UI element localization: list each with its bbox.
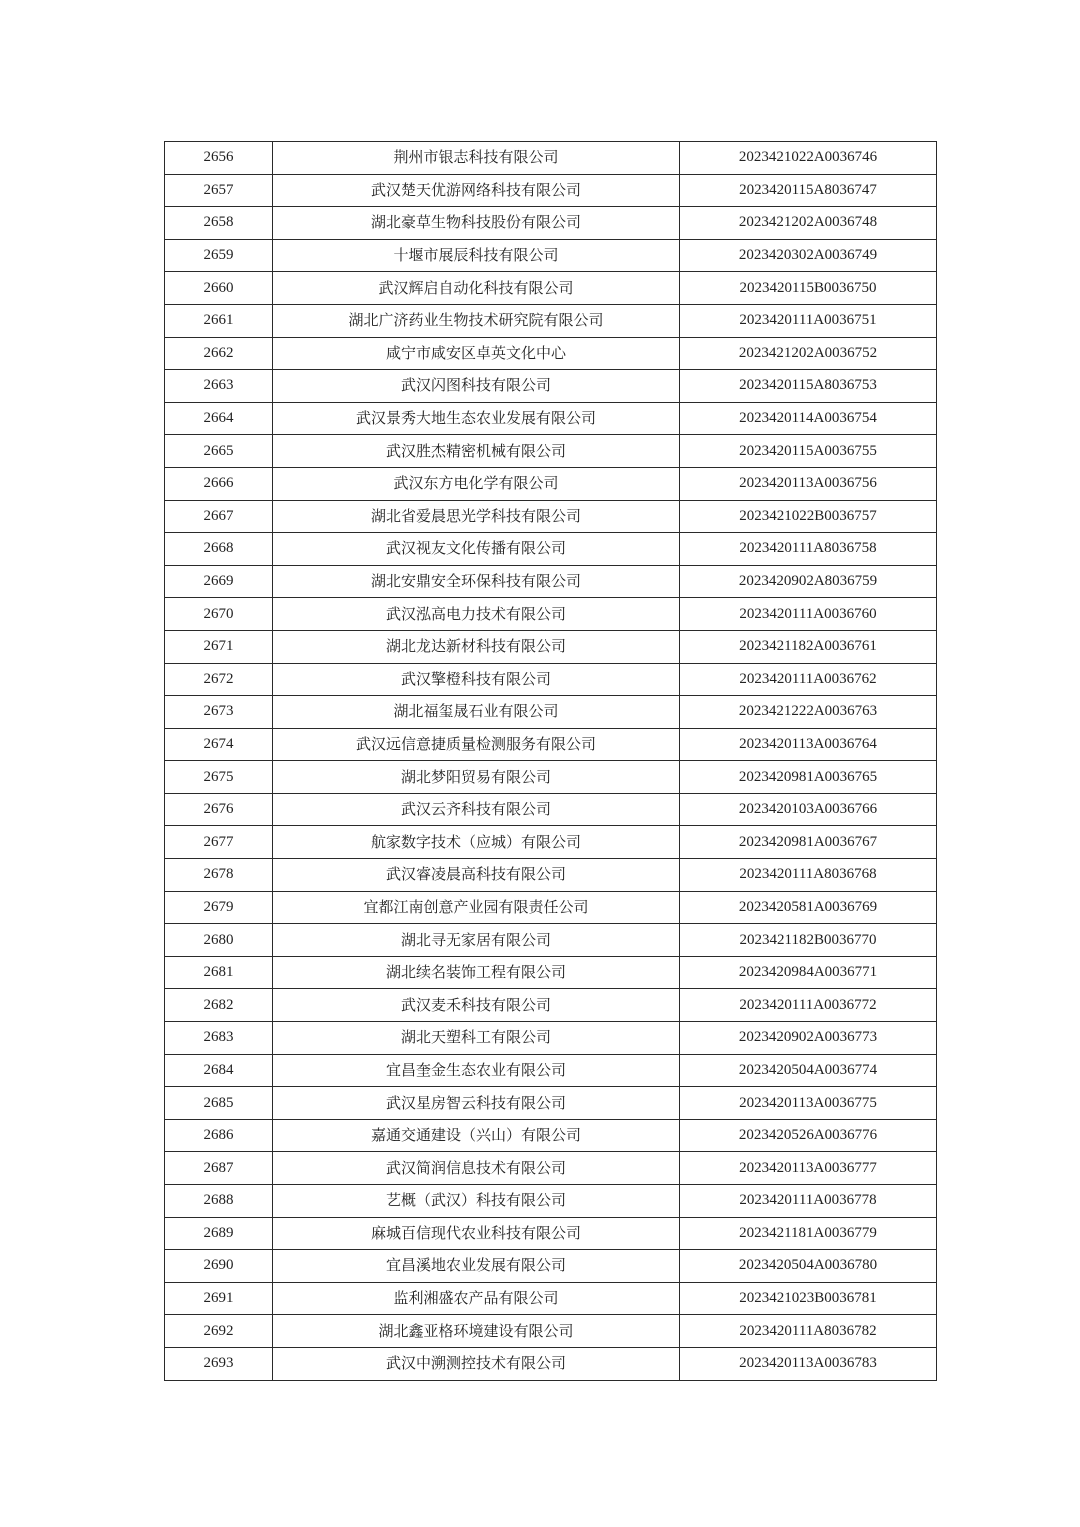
registration-code: 2023420113A0036777 <box>680 1152 937 1185</box>
table-row <box>165 207 937 240</box>
table-row <box>165 891 937 924</box>
table-row <box>165 924 937 957</box>
row-number: 2666 <box>165 467 273 500</box>
table-row <box>165 696 937 729</box>
company-name: 航家数字技术（应城）有限公司 <box>273 826 680 859</box>
company-name: 武汉中溯测控技术有限公司 <box>273 1347 680 1380</box>
row-number: 2689 <box>165 1217 273 1250</box>
row-number: 2684 <box>165 1054 273 1087</box>
registration-code: 2023421182B0036770 <box>680 924 937 957</box>
registration-code: 2023421222A0036763 <box>680 696 937 729</box>
registration-code: 2023420114A0036754 <box>680 402 937 435</box>
table-row <box>165 435 937 468</box>
registration-code: 2023421022B0036757 <box>680 500 937 533</box>
table-row <box>165 500 937 533</box>
registration-code: 2023420526A0036776 <box>680 1119 937 1152</box>
registration-code: 2023420115B0036750 <box>680 272 937 305</box>
company-name: 湖北龙达新材科技有限公司 <box>273 630 680 663</box>
table-row <box>165 1315 937 1348</box>
registration-code: 2023420111A8036768 <box>680 859 937 892</box>
company-name: 宜昌奎金生态农业有限公司 <box>273 1054 680 1087</box>
row-number: 2683 <box>165 1022 273 1055</box>
table-row <box>165 1054 937 1087</box>
company-name: 武汉麦禾科技有限公司 <box>273 989 680 1022</box>
table-row <box>165 337 937 370</box>
row-number: 2680 <box>165 924 273 957</box>
registration-code: 2023420984A0036771 <box>680 956 937 989</box>
row-number: 2660 <box>165 272 273 305</box>
registration-code: 2023420302A0036749 <box>680 239 937 272</box>
table-row <box>165 1185 937 1218</box>
company-name: 荆州市银志科技有限公司 <box>273 142 680 175</box>
registration-code: 2023420981A0036765 <box>680 761 937 794</box>
registration-code: 2023420115A8036747 <box>680 174 937 207</box>
table-row <box>165 630 937 663</box>
registration-code: 2023420111A0036778 <box>680 1185 937 1218</box>
registration-code: 2023420111A0036772 <box>680 989 937 1022</box>
company-name: 武汉云齐科技有限公司 <box>273 793 680 826</box>
row-number: 2668 <box>165 533 273 566</box>
table-row <box>165 1022 937 1055</box>
table-row <box>165 761 937 794</box>
table-row <box>165 598 937 631</box>
row-number: 2670 <box>165 598 273 631</box>
row-number: 2657 <box>165 174 273 207</box>
registration-code: 2023420113A0036764 <box>680 728 937 761</box>
registration-code: 2023420581A0036769 <box>680 891 937 924</box>
registration-code: 2023420111A0036751 <box>680 304 937 337</box>
table-row <box>165 1119 937 1152</box>
company-name: 十堰市展辰科技有限公司 <box>273 239 680 272</box>
company-name: 武汉楚天优游网络科技有限公司 <box>273 174 680 207</box>
registration-code: 2023421023B0036781 <box>680 1282 937 1315</box>
company-name: 湖北寻无家居有限公司 <box>273 924 680 957</box>
row-number: 2667 <box>165 500 273 533</box>
table-row <box>165 956 937 989</box>
company-name: 宜都江南创意产业园有限责任公司 <box>273 891 680 924</box>
row-number: 2681 <box>165 956 273 989</box>
row-number: 2678 <box>165 859 273 892</box>
registration-code: 2023420113A0036775 <box>680 1087 937 1120</box>
company-name: 武汉擎橙科技有限公司 <box>273 663 680 696</box>
table-row <box>165 1087 937 1120</box>
table-body <box>165 142 937 1381</box>
registration-code: 2023420902A0036773 <box>680 1022 937 1055</box>
row-number: 2656 <box>165 142 273 175</box>
row-number: 2691 <box>165 1282 273 1315</box>
registration-code: 2023420111A0036760 <box>680 598 937 631</box>
table-row <box>165 239 937 272</box>
table-row <box>165 1250 937 1283</box>
company-name: 武汉星房智云科技有限公司 <box>273 1087 680 1120</box>
company-name: 湖北续名装饰工程有限公司 <box>273 956 680 989</box>
row-number: 2685 <box>165 1087 273 1120</box>
row-number: 2690 <box>165 1250 273 1283</box>
company-name: 武汉东方电化学有限公司 <box>273 467 680 500</box>
registration-code: 2023420111A8036758 <box>680 533 937 566</box>
table-row <box>165 467 937 500</box>
company-name: 武汉视友文化传播有限公司 <box>273 533 680 566</box>
company-name: 武汉胜杰精密机械有限公司 <box>273 435 680 468</box>
table-row <box>165 1217 937 1250</box>
row-number: 2665 <box>165 435 273 468</box>
registration-code: 2023420111A8036782 <box>680 1315 937 1348</box>
row-number: 2675 <box>165 761 273 794</box>
table-row <box>165 174 937 207</box>
table-row <box>165 142 937 175</box>
company-list-table <box>164 141 937 1381</box>
row-number: 2669 <box>165 565 273 598</box>
registration-code: 2023420115A8036753 <box>680 370 937 403</box>
row-number: 2661 <box>165 304 273 337</box>
company-name: 湖北豪草生物科技股份有限公司 <box>273 207 680 240</box>
table-row <box>165 533 937 566</box>
registration-code: 2023421022A0036746 <box>680 142 937 175</box>
table-row <box>165 272 937 305</box>
company-name: 麻城百信现代农业科技有限公司 <box>273 1217 680 1250</box>
registration-code: 2023420981A0036767 <box>680 826 937 859</box>
row-number: 2663 <box>165 370 273 403</box>
company-name: 武汉睿凌晨高科技有限公司 <box>273 859 680 892</box>
row-number: 2676 <box>165 793 273 826</box>
table-row <box>165 1347 937 1380</box>
company-name: 武汉辉启自动化科技有限公司 <box>273 272 680 305</box>
row-number: 2671 <box>165 630 273 663</box>
registration-code: 2023420103A0036766 <box>680 793 937 826</box>
company-name: 艺概（武汉）科技有限公司 <box>273 1185 680 1218</box>
table-row <box>165 304 937 337</box>
registration-code: 2023420902A8036759 <box>680 565 937 598</box>
table-row <box>165 1282 937 1315</box>
company-name: 咸宁市咸安区卓英文化中心 <box>273 337 680 370</box>
company-name: 湖北省爱晨思光学科技有限公司 <box>273 500 680 533</box>
table-row <box>165 793 937 826</box>
row-number: 2682 <box>165 989 273 1022</box>
company-name: 宜昌溪地农业发展有限公司 <box>273 1250 680 1283</box>
row-number: 2688 <box>165 1185 273 1218</box>
row-number: 2687 <box>165 1152 273 1185</box>
company-name: 嘉通交通建设（兴山）有限公司 <box>273 1119 680 1152</box>
row-number: 2673 <box>165 696 273 729</box>
registration-code: 2023421202A0036748 <box>680 207 937 240</box>
row-number: 2674 <box>165 728 273 761</box>
table-row <box>165 826 937 859</box>
row-number: 2659 <box>165 239 273 272</box>
registration-code: 2023420115A0036755 <box>680 435 937 468</box>
company-name: 湖北广济药业生物技术研究院有限公司 <box>273 304 680 337</box>
registration-code: 2023420111A0036762 <box>680 663 937 696</box>
table-row <box>165 663 937 696</box>
company-name: 武汉泓高电力技术有限公司 <box>273 598 680 631</box>
table-row <box>165 989 937 1022</box>
table-row <box>165 565 937 598</box>
registration-code: 2023421182A0036761 <box>680 630 937 663</box>
company-name: 湖北安鼎安全环保科技有限公司 <box>273 565 680 598</box>
row-number: 2662 <box>165 337 273 370</box>
row-number: 2679 <box>165 891 273 924</box>
company-name: 湖北梦阳贸易有限公司 <box>273 761 680 794</box>
registration-code: 2023420113A0036756 <box>680 467 937 500</box>
row-number: 2692 <box>165 1315 273 1348</box>
table-row <box>165 859 937 892</box>
registration-code: 2023421202A0036752 <box>680 337 937 370</box>
row-number: 2693 <box>165 1347 273 1380</box>
table-row <box>165 1152 937 1185</box>
table-row <box>165 402 937 435</box>
registration-code: 2023420113A0036783 <box>680 1347 937 1380</box>
row-number: 2677 <box>165 826 273 859</box>
row-number: 2686 <box>165 1119 273 1152</box>
company-name: 湖北鑫亚格环境建设有限公司 <box>273 1315 680 1348</box>
company-name: 监利湘盛农产品有限公司 <box>273 1282 680 1315</box>
company-name: 武汉景秀大地生态农业发展有限公司 <box>273 402 680 435</box>
company-name: 武汉简润信息技术有限公司 <box>273 1152 680 1185</box>
registration-code: 2023420504A0036774 <box>680 1054 937 1087</box>
company-name: 湖北福玺晟石业有限公司 <box>273 696 680 729</box>
row-number: 2658 <box>165 207 273 240</box>
row-number: 2664 <box>165 402 273 435</box>
company-name: 湖北天塑科工有限公司 <box>273 1022 680 1055</box>
row-number: 2672 <box>165 663 273 696</box>
table-row <box>165 728 937 761</box>
company-name: 武汉闪图科技有限公司 <box>273 370 680 403</box>
registration-code: 2023420504A0036780 <box>680 1250 937 1283</box>
table-row <box>165 370 937 403</box>
registration-code: 2023421181A0036779 <box>680 1217 937 1250</box>
company-name: 武汉远信意捷质量检测服务有限公司 <box>273 728 680 761</box>
